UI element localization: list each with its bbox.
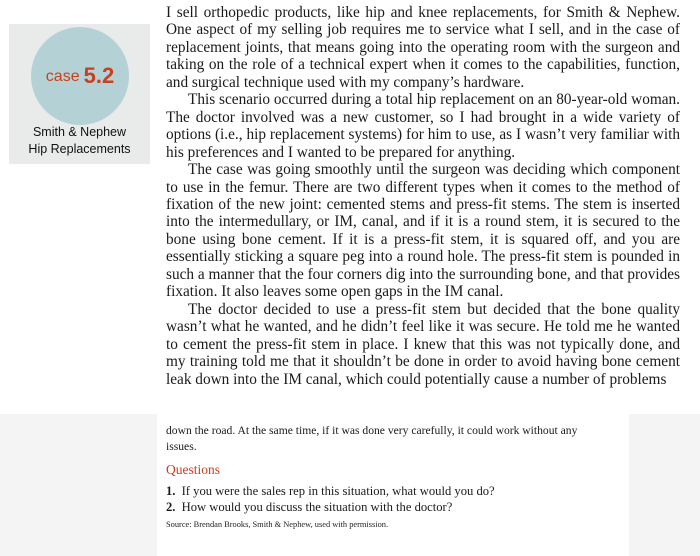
paragraph-continuation: down the road. At the same time, if it was done very carefully, it could work without any issues. [166, 424, 578, 453]
paragraph-2: This scenario occurred during a total hip replacement on an 80-year-old woman. The doctor involved was a new customer, so I had brought in a wide variety of options (i.e., hip replacement systems) for him to use, as I wasn’t very familiar with his preferences and I wanted to be prepared for anything. [166, 91, 680, 161]
paragraph-3: The case was going smoothly until the surgeon was deciding which component to use in the femur. There are two different types when it comes to the method of fixation of the new joint: cemented stems and press-fit stems. The stem is inserted into the intermedullary, or IM, canal, and if it is a round stem, it is secured to the bone using bone cement. If it is a press-fit stem, it is squared off, and you are essentially sticking a square peg into a round hole. The press-fit stem is pounded in such a manner that the four corners dig into the surrounding bone, and that provides fixation. It also leaves some open gaps in the IM canal. [166, 161, 680, 301]
question-item [166, 499, 606, 515]
case-title-line1: Smith & Nephew [32, 125, 127, 139]
case-sidebar [9, 24, 150, 164]
case-title [9, 124, 150, 158]
question-number: 1. [166, 484, 176, 498]
questions-list [166, 483, 606, 515]
question-number: 2. [166, 500, 176, 514]
question-text: How would you discuss the situation with the doctor? [181, 500, 453, 514]
question-text: If you were the sales rep in this situation, what would you do? [181, 484, 495, 498]
case-label: case [45, 68, 80, 85]
case-title-line2: Hip Replacements [28, 142, 131, 156]
question-item [166, 483, 606, 499]
source-credit: Source: Brendan Brooks, Smith & Nephew, used with permission. [166, 520, 389, 529]
paragraph-4: The doctor decided to use a press-fit stem but decided that the bone quality wasn’t what he wanted, and he didn’t feel like it was secure. He told me he wanted to cement the press-fit stem in place. I knew that this was not typically done, and my training told me that it shouldn’t be done in order to avoid having bone cement leak down into the IM canal, which could potentially cause a number of problems [166, 300, 680, 388]
questions-heading: Questions [166, 462, 220, 477]
paragraph-1: I sell orthopedic products, like hip and knee replacements, for Smith & Nephew. One aspect of my selling job requires me to service what I sell, and in the case of replacement joints, that means going into the operating room with the surgeon and taking on the role of a technical expert when it comes to the capabilities, function, and surgical technique used with my company’s hardware. [166, 4, 680, 91]
case-number: 5.2 [83, 63, 115, 88]
case-badge-circle [31, 27, 129, 125]
case-body-text [166, 4, 680, 388]
